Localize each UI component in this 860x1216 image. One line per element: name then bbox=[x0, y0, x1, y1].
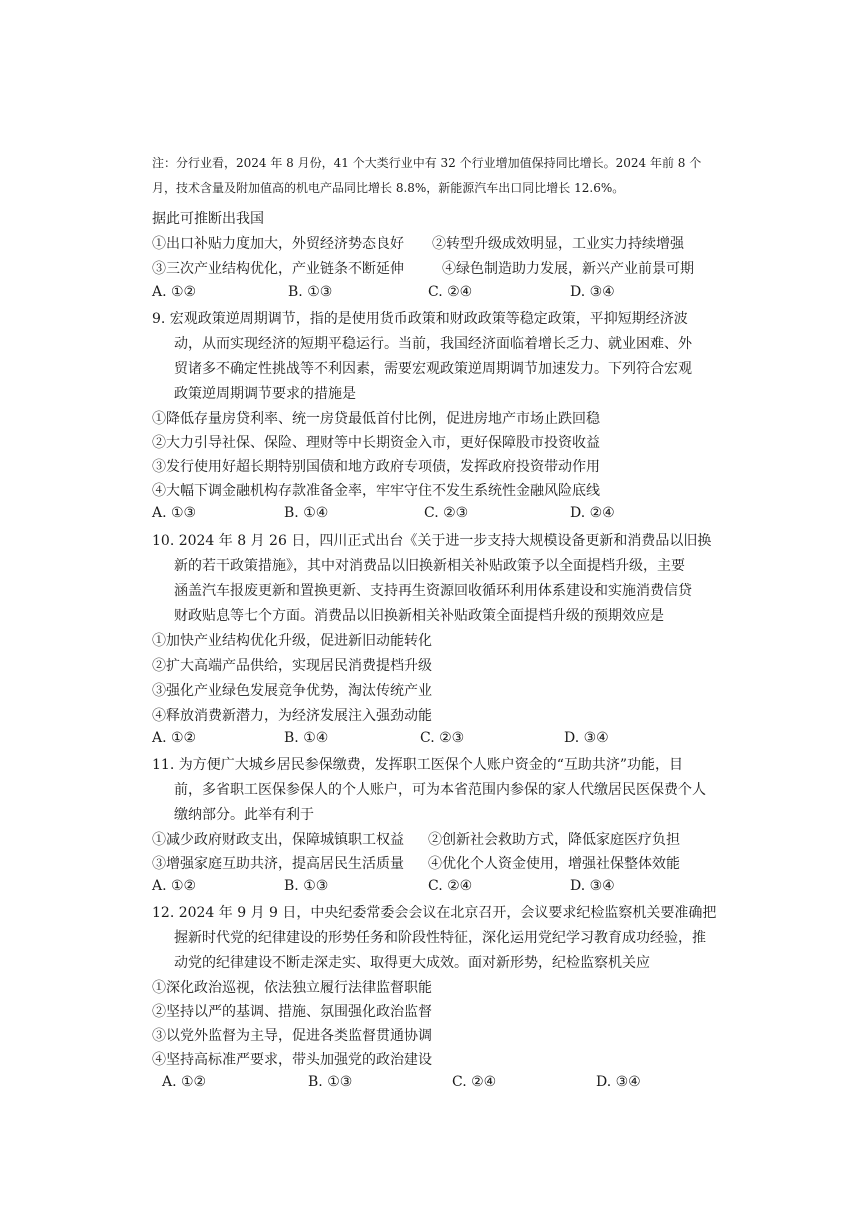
q12-option-c: C. ②④ bbox=[452, 1074, 497, 1090]
q8-statement-4: ④绿色制造助力发展，新兴产业前景可期 bbox=[442, 261, 694, 277]
q12-statement-4: ④坚持高标准严要求，带头加强党的政治建设 bbox=[152, 1052, 432, 1068]
q12-statement-1: ①深化政治巡视，依法独立履行法律监督职能 bbox=[152, 980, 432, 996]
q10-stem-line-4: 财政贴息等七个方面。消费品以旧换新相关补贴政策全面提档升级的预期效应是 bbox=[174, 608, 664, 624]
q9-stem-line-3: 贸诸多不确定性挑战等不利因素，需要宏观政策逆周期调节加速发力。下列符合宏观 bbox=[174, 361, 692, 377]
q11-stem-line-2: 前，多省职工医保参保人的个人账户，可为本省范围内参保的家人代缴居民医保费个人 bbox=[174, 782, 706, 798]
q10-statement-2: ②扩大高端产品供给，实现居民消费提档升级 bbox=[152, 658, 432, 674]
q9-stem-line-2: 动，从而实现经济的短期平稳运行。当前，我国经济面临着增长乏力、就业困难、外 bbox=[174, 336, 692, 352]
q10-stem-line-3: 涵盖汽车报废更新和置换更新、支持再生资源回收循环利用体系建设和实施消费信贷 bbox=[174, 583, 692, 599]
q12-option-d: D. ③④ bbox=[596, 1074, 641, 1090]
q11-statement-3: ③增强家庭互助共济，提高居民生活质量 bbox=[152, 856, 404, 872]
q12-statement-2: ②坚持以严的基调、措施、氛围强化政治监督 bbox=[152, 1004, 432, 1020]
q10-option-d: D. ③④ bbox=[564, 730, 609, 746]
q12-option-b: B. ①③ bbox=[308, 1074, 353, 1090]
q11-option-d: D. ③④ bbox=[570, 878, 615, 894]
q10-option-a: A. ①② bbox=[152, 730, 197, 746]
q10-stem-line-1: 10. 2024 年 8 月 26 日，四川正式出台《关于进一步支持大规模设备更新和消费品以旧换 bbox=[152, 533, 712, 549]
q8-stem: 据此可推断出我国 bbox=[152, 211, 264, 227]
q11-option-b: B. ①③ bbox=[284, 878, 329, 894]
q12-stem-line-1: 12. 2024 年 9 月 9 日，中央纪委常委会会议在北京召开，会议要求纪检监察机关要准确把 bbox=[152, 905, 717, 921]
q11-option-a: A. ①② bbox=[152, 878, 197, 894]
q10-option-b: B. ①④ bbox=[284, 730, 329, 746]
q12-stem-line-3: 动党的纪律建设不断走深走实、取得更大成效。面对新形势，纪检监察机关应 bbox=[174, 955, 650, 971]
q12-statement-3: ③以党外监督为主导，促进各类监督贯通协调 bbox=[152, 1028, 432, 1044]
q9-option-b: B. ①④ bbox=[284, 505, 329, 521]
q9-option-d: D. ②④ bbox=[570, 505, 615, 521]
q9-option-a: A. ①③ bbox=[152, 505, 197, 521]
q11-stem-line-3: 缴纳部分。此举有利于 bbox=[174, 807, 314, 823]
chart-note-line-2: 月，技术含量及附加值高的机电产品同比增长 8.8%，新能源汽车出口同比增长 12.6%。 bbox=[152, 181, 625, 195]
q9-stem-line-1: 9. 宏观政策逆周期调节，指的是使用货币政策和财政政策等稳定政策，平抑短期经济波 bbox=[152, 311, 688, 327]
q8-statement-1: ①出口补贴力度加大，外贸经济势态良好 bbox=[152, 236, 404, 252]
q9-statement-1: ①降低存量房贷利率、统一房贷最低首付比例，促进房地产市场止跌回稳 bbox=[152, 411, 600, 427]
q12-option-a: A. ①② bbox=[162, 1074, 207, 1090]
q10-statement-1: ①加快产业结构优化升级，促进新旧动能转化 bbox=[152, 633, 432, 649]
q11-statement-2: ②创新社会救助方式，降低家庭医疗负担 bbox=[428, 832, 680, 848]
chart-note-line-1: 注：分行业看，2024 年 8 月份，41 个大类行业中有 32 个行业增加值保持同比增长。2024 年前 8 个 bbox=[152, 156, 702, 170]
q8-option-d: D. ③④ bbox=[570, 284, 615, 300]
q8-option-c: C. ②④ bbox=[428, 284, 473, 300]
q11-option-c: C. ②④ bbox=[428, 878, 473, 894]
q9-stem-line-4: 政策逆周期调节要求的措施是 bbox=[174, 386, 356, 402]
q10-statement-3: ③强化产业绿色发展竞争优势，淘汰传统产业 bbox=[152, 683, 432, 699]
q9-statement-4: ④大幅下调金融机构存款准备金率，牢牢守住不发生系统性金融风险底线 bbox=[152, 483, 600, 499]
q10-option-c: C. ②③ bbox=[420, 730, 465, 746]
q11-statement-4: ④优化个人资金使用，增强社保整体效能 bbox=[428, 856, 680, 872]
q8-option-a: A. ①② bbox=[152, 284, 197, 300]
q8-option-b: B. ①③ bbox=[288, 284, 333, 300]
q8-statement-3: ③三次产业结构优化，产业链条不断延伸 bbox=[152, 261, 404, 277]
q9-statement-3: ③发行使用好超长期特别国债和地方政府专项债，发挥政府投资带动作用 bbox=[152, 459, 600, 475]
q10-statement-4: ④释放消费新潜力，为经济发展注入强劲动能 bbox=[152, 708, 432, 724]
q11-statement-1: ①减少政府财政支出，保障城镇职工权益 bbox=[152, 832, 404, 848]
q9-statement-2: ②大力引导社保、保险、理财等中长期资金入市，更好保障股市投资收益 bbox=[152, 435, 600, 451]
q8-statement-2: ②转型升级成效明显，工业实力持续增强 bbox=[432, 236, 684, 252]
q11-stem-line-1: 11. 为方便广大城乡居民参保缴费，发挥职工医保个人账户资金的“互助共济”功能，目 bbox=[152, 757, 684, 773]
q9-option-c: C. ②③ bbox=[424, 505, 469, 521]
q10-stem-line-2: 新的若干政策措施》，其中对消费品以旧换新相关补贴政策予以全面提档升级，主要 bbox=[174, 558, 685, 574]
q12-stem-line-2: 握新时代党的纪律建设的形势任务和阶段性特征，深化运用党纪学习教育成功经验，推 bbox=[174, 930, 706, 946]
